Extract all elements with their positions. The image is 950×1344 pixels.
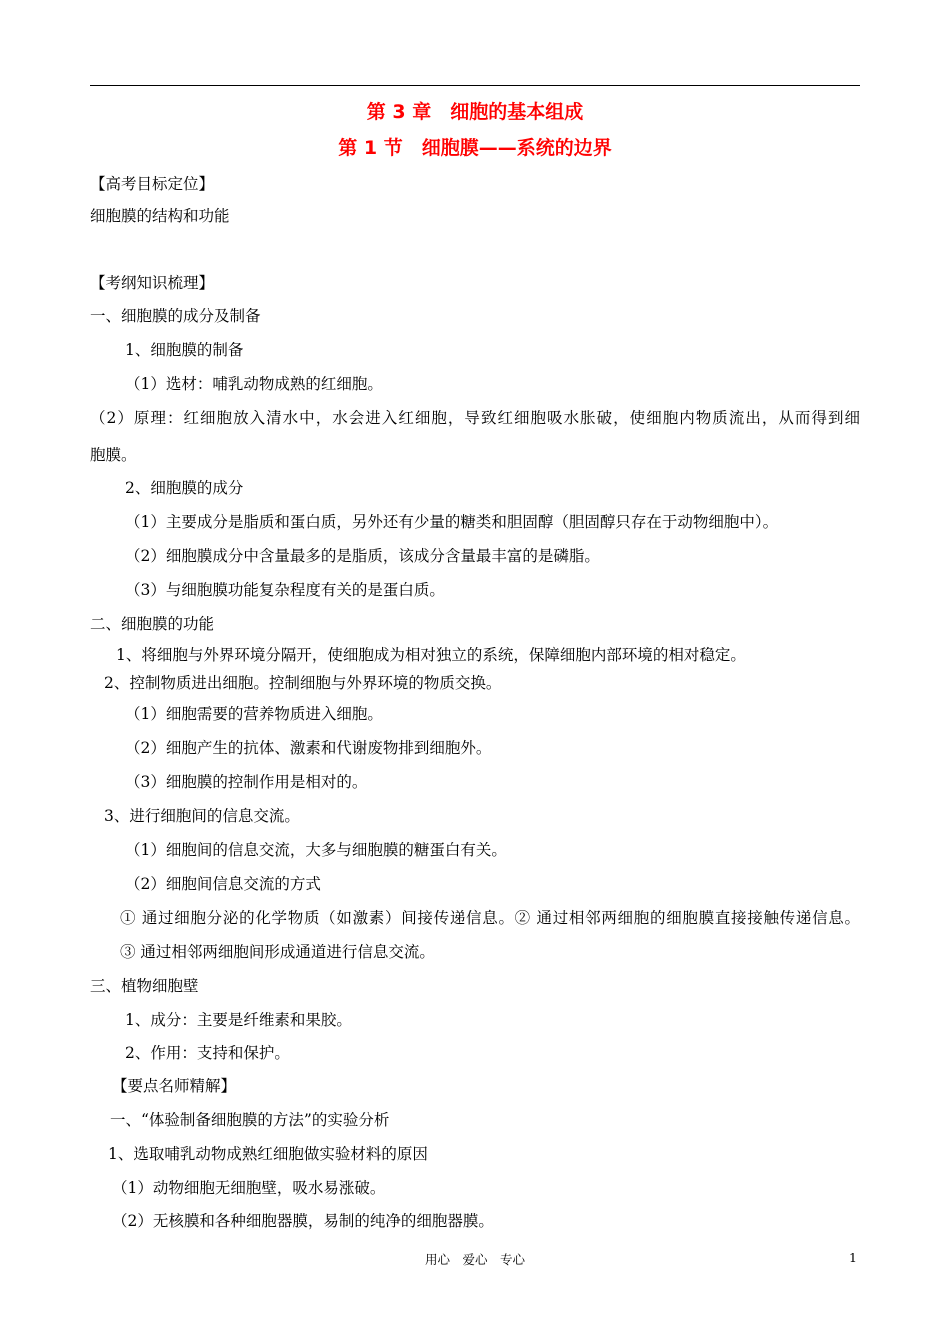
text-line: 1、成分：主要是纤维素和果胶。 [125, 1011, 352, 1029]
text-line: 胞膜。 [90, 446, 137, 464]
section-heading: 一、细胞膜的成分及制备 [90, 307, 261, 325]
text-line: （2）无核膜和各种细胞器膜，易制的纯净的细胞器膜。 [112, 1212, 494, 1230]
header-rule [90, 85, 860, 86]
text-line: （2）细胞间信息交流的方式 [125, 875, 321, 893]
footer-slogan: 用心 爱心 专心 [424, 1252, 525, 1267]
section-heading: 一、“体验制备细胞膜的方法”的实验分析 [110, 1111, 390, 1129]
section-heading: 二、细胞膜的功能 [90, 615, 215, 633]
subsection-heading: 1、细胞膜的制备 [125, 341, 244, 359]
text-line: （2）原理：红细胞放入清水中，水会进入红细胞，导致红细胞吸水胀破，使细胞内物质流出，从而得到细 [90, 409, 860, 427]
section-heading: 三、植物细胞壁 [90, 977, 199, 995]
text-line: （1）细胞间的信息交流，大多与细胞膜的糖蛋白有关。 [125, 841, 507, 859]
text-line: 3、进行细胞间的信息交流。 [104, 807, 300, 825]
text-line: 1、选取哺乳动物成熟红细胞做实验材料的原因 [108, 1145, 428, 1163]
text-line: （3）与细胞膜功能复杂程度有关的是蛋白质。 [125, 581, 445, 599]
heading-goal: 【高考目标定位】 [90, 175, 215, 193]
text-line: 细胞膜的结构和功能 [90, 207, 230, 225]
text-line: （1）动物细胞无细胞壁，吸水易涨破。 [112, 1179, 386, 1197]
text-line: 2、作用：支持和保护。 [125, 1044, 290, 1062]
chapter-title: 第 3 章 细胞的基本组成 [366, 101, 584, 123]
subsection-heading: 2、细胞膜的成分 [125, 479, 244, 497]
page-number: 1 [849, 1250, 857, 1265]
text-line: （1）主要成分是脂质和蛋白质，另外还有少量的糖类和胆固醇（胆固醇只存在于动物细胞中）。 [125, 513, 779, 531]
text-line: （3）细胞膜的控制作用是相对的。 [125, 773, 368, 791]
text-line: ① 通过细胞分泌的化学物质（如激素）间接传递信息。② 通过相邻两细胞的细胞膜直接接触传递信息。 [120, 909, 860, 927]
text-line: 2、控制物质进出细胞。控制细胞与外界环境的物质交换。 [104, 674, 502, 692]
text-line: （2）细胞膜成分中含量最多的是脂质，该成分含量最丰富的是磷脂。 [125, 547, 600, 565]
text-line: （1）选材：哺乳动物成熟的红细胞。 [125, 375, 383, 393]
text-line: （1）细胞需要的营养物质进入细胞。 [125, 705, 383, 723]
text-line: （2）细胞产生的抗体、激素和代谢废物排到细胞外。 [125, 739, 492, 757]
heading-syllabus: 【考纲知识梳理】 [90, 274, 215, 292]
text-line: ③ 通过相邻两细胞间形成通道进行信息交流。 [120, 943, 435, 961]
section-title: 第 1 节 细胞膜——系统的边界 [338, 137, 612, 159]
text-line: 1、将细胞与外界环境分隔开，使细胞成为相对独立的系统，保障细胞内部环境的相对稳定。 [116, 646, 746, 664]
heading-key-points: 【要点名师精解】 [112, 1077, 237, 1095]
